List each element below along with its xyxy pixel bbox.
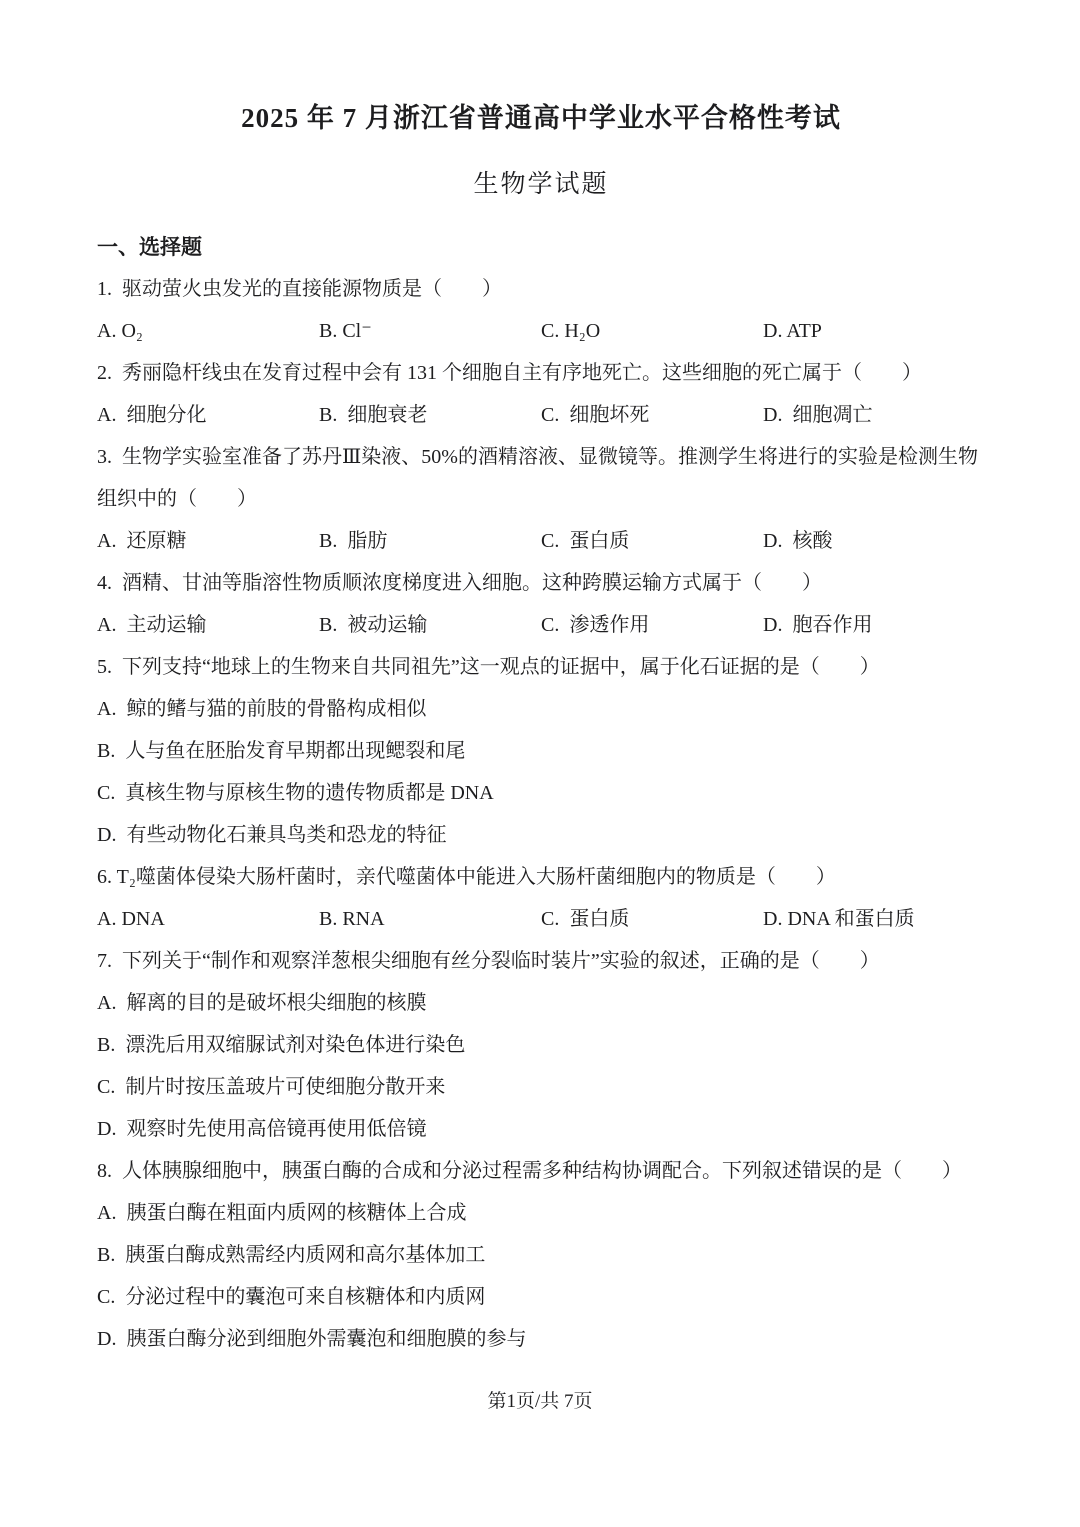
option-item: A. 主动运输 <box>97 614 207 636</box>
options-stack <box>97 982 985 1150</box>
exam-title: 2025 年 7 月浙江省普通高中学业水平合格性考试 <box>241 103 841 133</box>
option-item: A. 细胞分化 <box>97 404 207 426</box>
option-item: B. 漂洗后用双缩脲试剂对染色体进行染色 <box>97 1034 466 1056</box>
option-item: B. Cl⁻ <box>319 320 372 342</box>
option-item: C. 真核生物与原核生物的遗传物质都是 DNA <box>97 782 494 804</box>
option-item: B. 人与鱼在胚胎发育早期都出现鳃裂和尾 <box>97 740 466 762</box>
option-item: A. 鲸的鳍与猫的前肢的骨骼构成相似 <box>97 698 427 720</box>
options-row <box>97 520 985 562</box>
question-list <box>97 268 985 1360</box>
options-row <box>97 604 985 646</box>
option-item: D. 观察时先使用高倍镜再使用低倍镜 <box>97 1118 427 1140</box>
option-item: D. 胞吞作用 <box>763 614 873 636</box>
option-item: C. 细胞坏死 <box>541 404 650 426</box>
option-item: D. 有些动物化石兼具鸟类和恐龙的特征 <box>97 824 447 846</box>
option-item: B. RNA <box>319 908 385 930</box>
option-item: C. H₂O <box>541 320 601 342</box>
page-footer: 第1页/共 7页 <box>487 1391 593 1412</box>
section-heading: 一、选择题 <box>97 235 202 259</box>
options-row <box>97 898 985 940</box>
question-stem: 6. T₂噬菌体侵染大肠杆菌时，亲代噬菌体中能进入大肠杆菌细胞内的物质是（ ） <box>97 866 836 888</box>
option-item: B. 细胞衰老 <box>319 404 428 426</box>
option-item: B. 被动运输 <box>319 614 428 636</box>
question-stem: 5. 下列支持“地球上的生物来自共同祖先”这一观点的证据中，属于化石证据的是（ ） <box>97 656 880 678</box>
question-stem: 1. 驱动萤火虫发光的直接能源物质是（ ） <box>97 278 502 300</box>
option-item: A. O₂ <box>97 320 143 342</box>
option-item: B. 胰蛋白酶成熟需经内质网和高尔基体加工 <box>97 1244 486 1266</box>
option-item: B. 脂肪 <box>319 530 388 552</box>
option-item: C. 分泌过程中的囊泡可来自核糖体和内质网 <box>97 1286 486 1308</box>
option-item: A. 解离的目的是破坏根尖细胞的核膜 <box>97 992 427 1014</box>
option-item: D. 胰蛋白酶分泌到细胞外需囊泡和细胞膜的参与 <box>97 1328 527 1350</box>
question-stem: 4. 酒精、甘油等脂溶性物质顺浓度梯度进入细胞。这种跨膜运输方式属于（ ） <box>97 572 822 594</box>
option-item: C. 蛋白质 <box>541 908 630 930</box>
exam-subtitle: 生物学试题 <box>473 171 609 198</box>
options-stack <box>97 688 985 856</box>
option-item: D. DNA 和蛋白质 <box>763 908 915 930</box>
option-item: D. 细胞凋亡 <box>763 404 873 426</box>
option-item: A. DNA <box>97 908 165 930</box>
option-item: A. 还原糖 <box>97 530 187 552</box>
question-stem: 3. 生物学实验室准备了苏丹Ⅲ染液、50%的酒精溶液、显微镜等。推测学生将进行的实验是检测生物组织中的（ ） <box>97 446 978 510</box>
option-item: C. 制片时按压盖玻片可使细胞分散开来 <box>97 1076 446 1098</box>
option-item: D. ATP <box>763 320 822 342</box>
question-stem: 7. 下列关于“制作和观察洋葱根尖细胞有丝分裂临时装片”实验的叙述，正确的是（ ） <box>97 950 880 972</box>
options-row <box>97 310 985 352</box>
option-item: C. 蛋白质 <box>541 530 630 552</box>
options-row <box>97 394 985 436</box>
option-item: A. 胰蛋白酶在粗面内质网的核糖体上合成 <box>97 1202 467 1224</box>
option-item: D. 核酸 <box>763 530 833 552</box>
question-stem: 8. 人体胰腺细胞中，胰蛋白酶的合成和分泌过程需多种结构协调配合。下列叙述错误的是（ ） <box>97 1160 962 1182</box>
option-item: C. 渗透作用 <box>541 614 650 636</box>
options-stack <box>97 1192 985 1360</box>
question-stem: 2. 秀丽隐杆线虫在发育过程中会有 131 个细胞自主有序地死亡。这些细胞的死亡属于（ ） <box>97 362 922 384</box>
